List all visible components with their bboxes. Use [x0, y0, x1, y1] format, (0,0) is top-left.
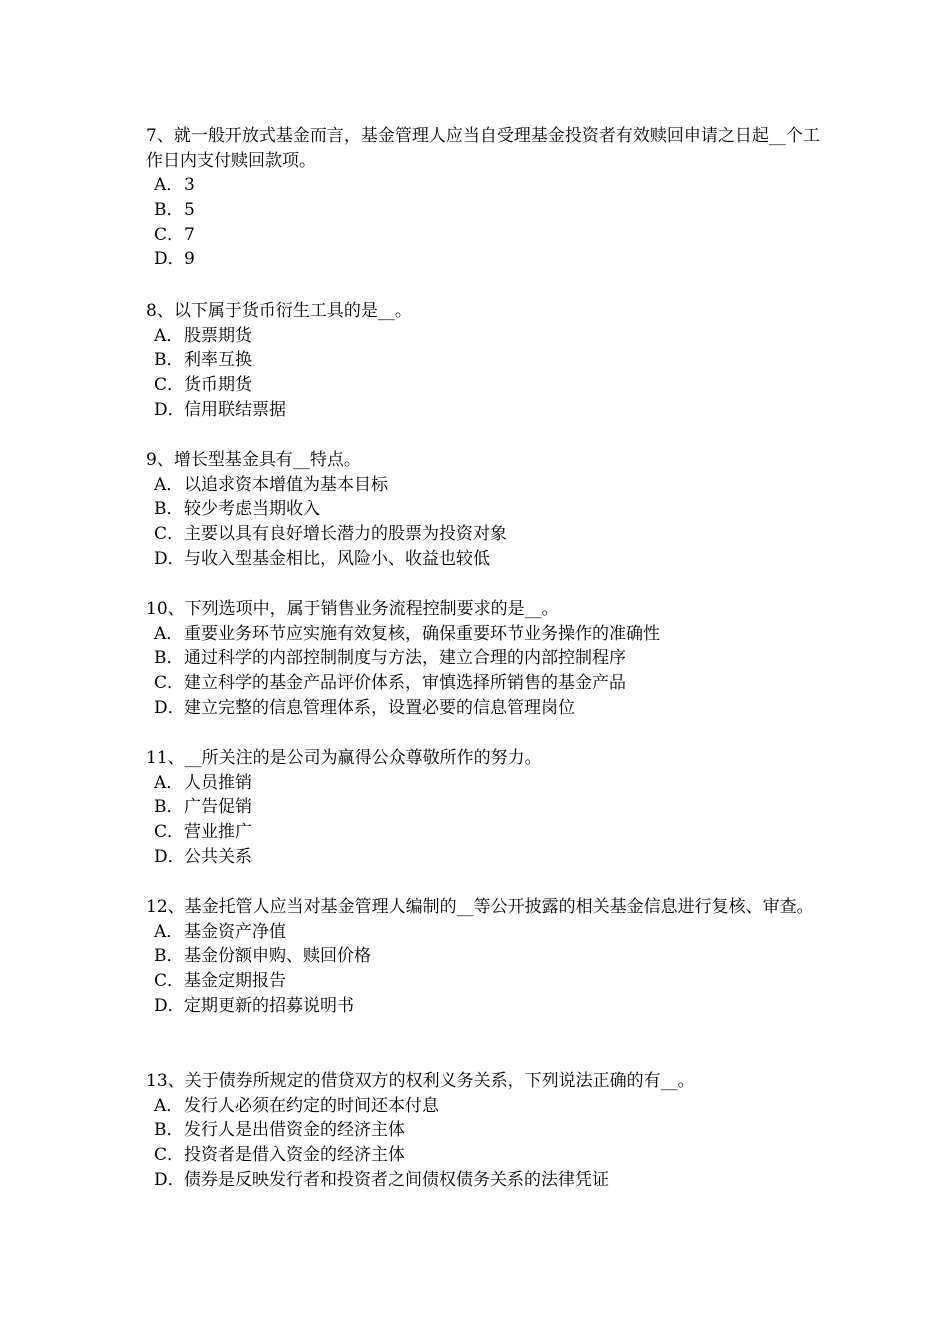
option-letter: C．	[154, 524, 185, 545]
option-letter: A．	[154, 1095, 184, 1116]
option-letter: A．	[154, 175, 184, 195]
option-letter: A．	[154, 325, 184, 346]
question-stem: 11、__所关注的是公司为赢得公众尊敬所作的努力。	[146, 748, 542, 768]
option-letter: B．	[154, 499, 184, 520]
option-c	[154, 522, 836, 547]
option-text: 投资者是借入资金的经济主体	[184, 1145, 405, 1166]
option-text: 营业推广	[184, 822, 252, 843]
option-letter: C．	[154, 822, 185, 843]
question-8	[146, 299, 836, 423]
option-letter: C．	[154, 673, 185, 694]
option-c	[154, 223, 836, 248]
option-letter: C．	[154, 224, 185, 245]
question-stem: 13、关于债券所规定的借贷双方的权利义务关系，下列说法正确的有__。	[146, 1071, 695, 1091]
option-c	[154, 373, 836, 398]
option-c	[154, 969, 836, 994]
option-letter: D．	[154, 846, 185, 867]
option-letter: A．	[154, 623, 184, 644]
option-d	[154, 1168, 836, 1193]
option-text: 重要业务环节应实施有效复核，确保重要环节业务操作的准确性	[184, 623, 660, 644]
option-letter: B．	[154, 946, 184, 967]
option-text: 信用联结票据	[184, 399, 286, 420]
option-a	[154, 920, 836, 945]
option-a	[154, 1094, 836, 1119]
option-letter: B．	[154, 648, 184, 669]
question-stem: 8、以下属于货币衍生工具的是__。	[146, 301, 412, 321]
option-d	[154, 845, 836, 870]
question-stem: 10、下列选项中，属于销售业务流程控制要求的是__。	[146, 599, 559, 619]
option-a	[154, 622, 836, 647]
option-text: 7	[184, 224, 195, 245]
option-text: 较少考虑当期收入	[184, 499, 320, 520]
option-letter: B．	[154, 1120, 184, 1141]
option-letter: D．	[154, 548, 185, 569]
option-text: 发行人是出借资金的经济主体	[184, 1120, 405, 1141]
option-b	[154, 646, 836, 671]
option-letter: D．	[154, 995, 185, 1016]
option-letter: B．	[154, 797, 184, 818]
question-13	[146, 1069, 836, 1193]
question-9	[146, 448, 836, 572]
question-stem: 9、增长型基金具有__特点。	[146, 450, 361, 470]
option-d	[154, 696, 836, 721]
option-text: 建立完整的信息管理体系，设置必要的信息管理岗位	[184, 697, 575, 718]
option-text: 5	[184, 199, 195, 220]
option-letter: D．	[154, 399, 185, 420]
option-text: 股票期货	[184, 325, 252, 346]
option-b	[154, 497, 836, 522]
option-text: 主要以具有良好增长潜力的股票为投资对象	[184, 524, 507, 545]
question-11	[146, 746, 836, 870]
option-text: 人员推销	[184, 772, 252, 793]
option-text: 债券是反映发行者和投资者之间债权债务关系的法律凭证	[184, 1169, 609, 1190]
option-b	[154, 795, 836, 820]
option-d	[154, 994, 836, 1019]
option-a	[154, 173, 836, 198]
question-stem: 7、就一般开放式基金而言，基金管理人应当自受理基金投资者有效赎回申请之日起__个工作日内支付赎回款项。	[146, 126, 820, 171]
option-b	[154, 348, 836, 373]
option-letter: D．	[154, 1169, 185, 1190]
option-text: 与收入型基金相比，风险小、收益也较低	[184, 548, 490, 569]
option-letter: A．	[154, 921, 184, 942]
option-text: 广告促销	[184, 797, 252, 818]
option-a	[154, 771, 836, 796]
option-letter: B．	[154, 199, 184, 220]
option-c	[154, 671, 836, 696]
option-b	[154, 198, 836, 223]
question-7	[146, 124, 836, 272]
option-text: 通过科学的内部控制制度与方法，建立合理的内部控制程序	[184, 648, 626, 669]
option-letter: C．	[154, 375, 185, 396]
option-letter: A．	[154, 474, 184, 495]
option-text: 定期更新的招募说明书	[184, 995, 354, 1016]
option-d	[154, 547, 836, 572]
option-text: 基金份额申购、赎回价格	[184, 946, 371, 967]
option-c	[154, 820, 836, 845]
option-text: 基金定期报告	[184, 971, 286, 992]
option-a	[154, 324, 836, 349]
option-letter: C．	[154, 971, 185, 992]
option-d	[154, 398, 836, 423]
option-b	[154, 944, 836, 969]
option-text: 3	[184, 175, 195, 195]
option-b	[154, 1118, 836, 1143]
option-letter: B．	[154, 350, 184, 371]
option-text: 货币期货	[184, 375, 252, 396]
question-12	[146, 895, 836, 1019]
option-letter: A．	[154, 772, 184, 793]
option-text: 发行人必须在约定的时间还本付息	[184, 1095, 439, 1116]
option-text: 9	[184, 249, 195, 270]
option-a	[154, 473, 836, 498]
option-text: 利率互换	[184, 350, 252, 371]
option-letter: D．	[154, 249, 185, 270]
option-text: 基金资产净值	[184, 921, 286, 942]
option-text: 以追求资本增值为基本目标	[184, 474, 388, 495]
option-letter: D．	[154, 697, 185, 718]
option-d	[154, 247, 836, 272]
question-stem: 12、基金托管人应当对基金管理人编制的__等公开披露的相关基金信息进行复核、审查。	[146, 897, 814, 917]
question-10	[146, 597, 836, 721]
option-letter: C．	[154, 1145, 185, 1166]
option-text: 公共关系	[184, 846, 252, 867]
option-text: 建立科学的基金产品评价体系，审慎选择所销售的基金产品	[184, 673, 626, 694]
option-c	[154, 1143, 836, 1168]
